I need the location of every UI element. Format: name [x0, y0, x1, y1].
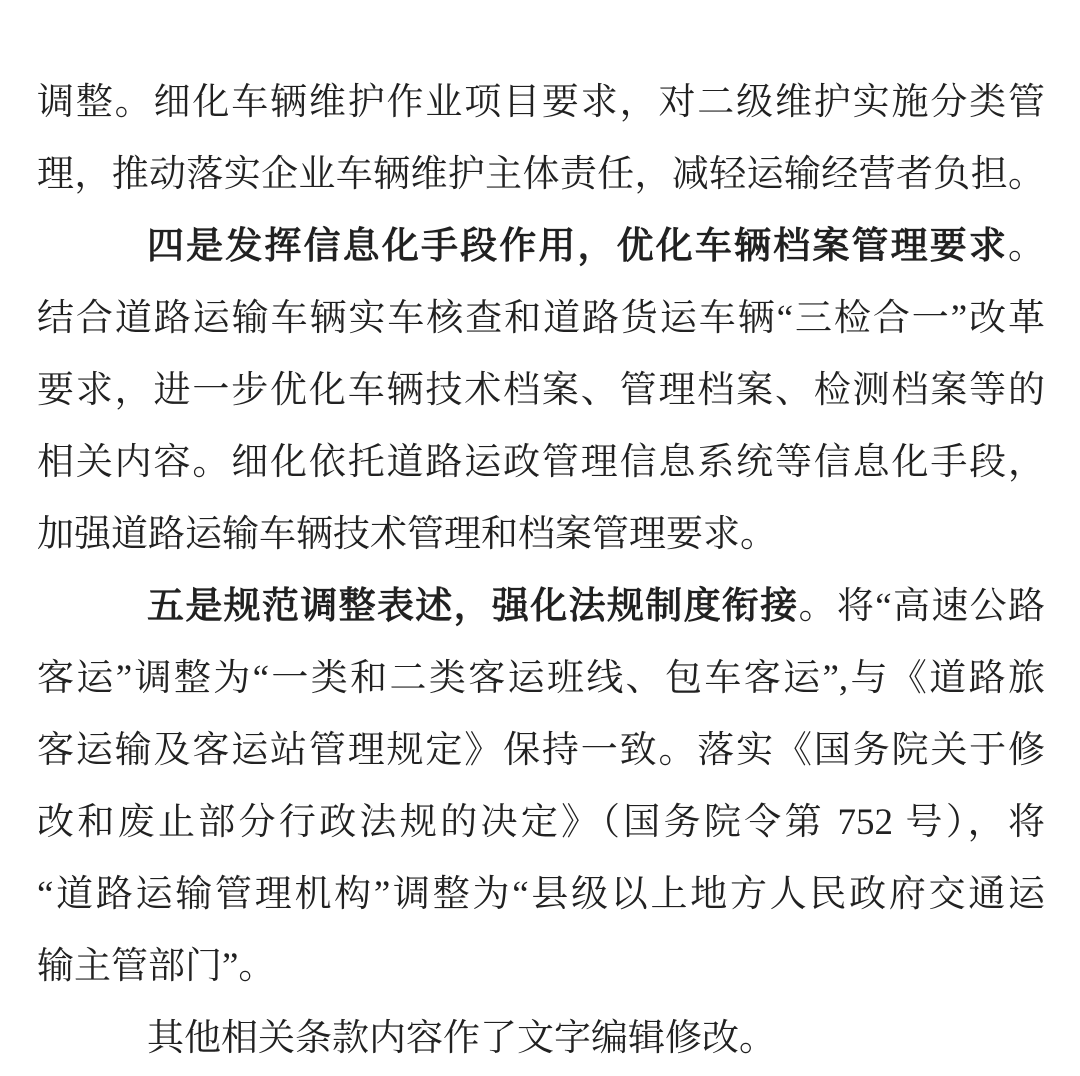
body-text: 结合道路运输车辆实车核查和道路货运车辆“三检合一”改革 [37, 298, 1045, 339]
text-line [37, 715, 1045, 787]
body-text: 其他相关条款内容作了文字编辑修改。 [147, 1018, 776, 1059]
body-text: 输主管部门”。 [37, 946, 276, 987]
text-line [37, 355, 1045, 427]
text-line [37, 427, 1045, 499]
text-line [37, 643, 1045, 715]
text-line [37, 931, 1045, 1003]
document-text-block [37, 67, 1045, 1075]
text-line [37, 139, 1045, 211]
body-text: 客运输及客运站管理规定》保持一致。落实《国务院关于修 [37, 730, 1045, 771]
text-line [37, 571, 1045, 643]
text-line [37, 787, 1045, 859]
body-text: 相关内容。细化依托道路运政管理信息系统等信息化手段， [37, 442, 1045, 483]
body-text: 改和废止部分行政法规的决定》（国务院令第 752 号），将 [37, 802, 1045, 843]
body-text: 要求，进一步优化车辆技术档案、管理档案、检测档案等的 [37, 370, 1045, 411]
text-line [37, 67, 1045, 139]
emphasis-text: 五是规范调整表述，强化法规制度衔接 [147, 586, 799, 627]
body-text: 理，推动落实企业车辆维护主体责任，减轻运输经营者负担。 [37, 154, 1045, 195]
text-line [37, 1003, 1045, 1075]
emphasis-text: 四是发挥信息化手段作用，优化车辆档案管理要求 [147, 226, 1008, 267]
body-text: 。 [1008, 226, 1045, 267]
body-text: “道路运输管理机构”调整为“县级以上地方人民政府交通运 [37, 874, 1045, 915]
body-text: 。将“高速公路 [798, 586, 1045, 627]
body-text: 加强道路运输车辆技术管理和档案管理要求。 [37, 514, 777, 555]
text-line [37, 859, 1045, 931]
body-text: 调整。细化车辆维护作业项目要求，对二级维护实施分类管 [37, 82, 1045, 123]
text-line [37, 283, 1045, 355]
text-line [37, 211, 1045, 283]
text-line [37, 499, 1045, 571]
body-text: 客运”调整为“一类和二类客运班线、包车客运”,与《道路旅 [37, 658, 1045, 699]
